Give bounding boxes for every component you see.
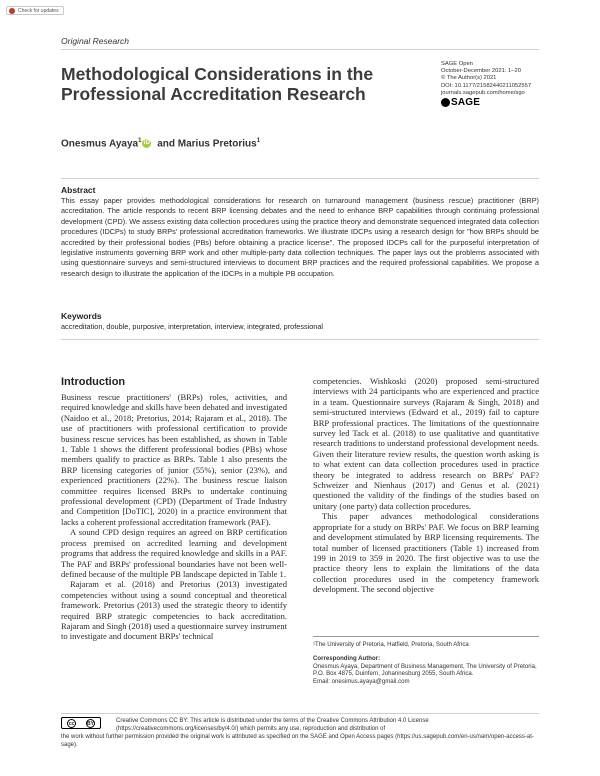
keywords-heading: Keywords bbox=[61, 311, 102, 321]
paragraph: Rajaram et al. (2018) and Pretorius (2013) investigated competencies without using a sound conceptual and theoretical framework. Pretorius (2013) used the strategic theory to identify required BRP strategic competencies to back accreditation. Rajaram and Singh (2018) used a questionnaire survey instrument to investigate and document BRPs' technical bbox=[61, 579, 287, 642]
author-line bbox=[61, 138, 260, 149]
author-connector: and bbox=[157, 138, 175, 150]
article-type: Original Research bbox=[61, 36, 130, 46]
orcid-icon[interactable]: iD bbox=[143, 140, 150, 147]
paragraph: This paper advances methodological considerations appropriate for a study on BRPs' PAF. We focus on BRP learning and development stimulated by BRP licensing requirements. The total number of licensed practitioners (Table 1) increased from 199 in 2019 to 359 in 2020. The first objective was to use the practice theory lens to explain the limitations of the data collection procedures used in the competency framework development. The second objective bbox=[313, 511, 539, 595]
corresponding-author-address: Onesmus Ayaya, Department of Business Management, The University of Pretoria, P.O. Box 4875, Duinfern, Johannesburg 2055, South Africa. bbox=[313, 662, 537, 678]
keywords-text: accreditation, double, purposive, interpretation, interview, integrated, professional bbox=[61, 322, 324, 331]
author-affiliation-mark: 1 bbox=[256, 138, 261, 144]
license-text-continued: the work without further permission provided the original work is attributed as specified on the SAGE and Open Access pages (https://us.sagepub.com/en-us/nam/open-access-at-sage). bbox=[61, 734, 534, 748]
author-affiliation-mark: 1 bbox=[138, 138, 142, 144]
journal-copyright: © The Author(s) 2021 bbox=[441, 75, 497, 82]
check-updates-icon bbox=[9, 8, 15, 14]
sage-logo bbox=[441, 98, 551, 107]
affiliation-note: ¹The University of Pretoria, Hatfield, Pretoria, South Africa bbox=[313, 641, 469, 648]
by-icon: BY bbox=[87, 720, 94, 727]
paper-title: Methodological Considerations in the Professional Accreditation Research bbox=[61, 64, 374, 104]
sage-logo-text: SAGE bbox=[451, 96, 481, 108]
journal-url[interactable]: journals.sagepub.com/home/sgo bbox=[441, 89, 525, 96]
journal-doi[interactable]: DOI: 10.1177/21582440211052557 bbox=[441, 82, 532, 89]
cc-icon: cc bbox=[68, 720, 75, 727]
paragraph: Business rescue practitioners' (BRPs) roles, activities, and required knowledge and skills have been debated and investigated (Naidoo et al., 2018; Pretorius, 2014; Rajaram et al., 2018). The use of practitioners with professional certification to provide business rescue services has been established, as shown in Table 1. Table 1 shows the different professional bodies (PBs) whose members qualify to practice as BRPs. Table 1 also presents the BRP licensing categories of junior (55%), senior (23%), and experienced practitioners (22%). The business rescue liaison committee requires licensed BRPs to undertake continuing professional development (CPD) (Department of Trade Industry and Competition [DoTIC], 2020) in a practice environment that lacks a coherent professional accreditation framework (PAF). bbox=[61, 392, 287, 527]
body-column-left bbox=[61, 392, 287, 642]
introduction-heading: Introduction bbox=[61, 376, 126, 388]
license-text: Creative Commons CC BY: This article is distributed under the terms of the Creative Commons Attribution 4.0 License (https://creativecommons.org/licenses/by/4.0/) which permits any use, reproduction and distribution of bbox=[116, 718, 429, 732]
journal-name: SAGE Open bbox=[441, 61, 473, 67]
license-divider bbox=[61, 713, 539, 714]
footnote-divider bbox=[313, 636, 539, 637]
footnotes bbox=[313, 641, 539, 685]
cc-by-logo bbox=[61, 717, 101, 729]
paragraph: competencies. Wishkoski (2020) proposed semi-structured interviews with 24 participants who are experienced and practice in a team. Questionnaire surveys (Rajaram & Singh, 2018) and semi-structured interviews (Edward et al., 2019) fail to capture BRP professional practices. The limitations of the questionnaire survey led Tack et al. (2018) to use qualitative and quantitative research traditions to understand professional development needs. Given their literature review results, the question worth asking is to what extent can data collection procedures used in practice theory be integrated to address research on BRPs' PAF? Schweizer and Nienhaus (2017) and Genus et al. (2021) questioned the validity of the findings of the studies based on unitary (one party) data collection procedures. bbox=[313, 376, 539, 511]
abstract-heading: Abstract bbox=[61, 185, 96, 195]
corresponding-author-email[interactable]: Email: onesimus.ayaya@gmail.com bbox=[313, 677, 410, 685]
check-for-updates-badge[interactable] bbox=[6, 6, 64, 15]
paragraph: A sound CPD design requires an agreed on BRP certification process premised on accredited learning and development programs that address the required knowledge and skills in a PAF. The PAF and BRPs' professional boundaries have not been well-defined because of the multiple PB landscape depicted in Table 1. bbox=[61, 527, 287, 579]
author-name: Marius Pretorius bbox=[177, 138, 257, 150]
keywords-divider bbox=[61, 339, 539, 340]
check-updates-label: Check for updates bbox=[18, 8, 59, 14]
abstract-divider bbox=[61, 178, 539, 179]
corresponding-author-heading: Corresponding Author: bbox=[313, 655, 381, 663]
header-divider bbox=[61, 49, 539, 50]
author-name: Onesmus Ayaya bbox=[61, 138, 139, 150]
body-column-right bbox=[313, 376, 539, 595]
abstract-text: This essay paper provides methodological considerations for research on turnaround management (business rescue) practitioner (BRP) accreditation. The article responds to recent BRP licensing debates and the need to enhance BRP capabilities through continuing professional development (CPD). We assess existing data collection procedures using the practice theory and demonstrate sequenced integrated data collection procedures (IDCPs) to study BRPs' professional accreditation frameworks. We illustrate IDCPs using a research design for "how BRPs should be accredited by their professional bodies (PBs) before obtaining a practice license". The proposed IDCPs call for the purposeful interpretation of legislative instruments governing BRP work and other multiple-party data collection techniques. The paper lays out the problems associated with using questionnaire surveys and semi-structured interviews to document BRP practices and the required professional capabilities. We propose a research design to illustrate the application of the IDCPs in a multiple PB occupation. bbox=[61, 196, 539, 278]
journal-info bbox=[441, 61, 551, 107]
journal-issue: October-December 2021: 1–20 bbox=[441, 68, 521, 75]
sage-logo-icon bbox=[441, 98, 450, 107]
